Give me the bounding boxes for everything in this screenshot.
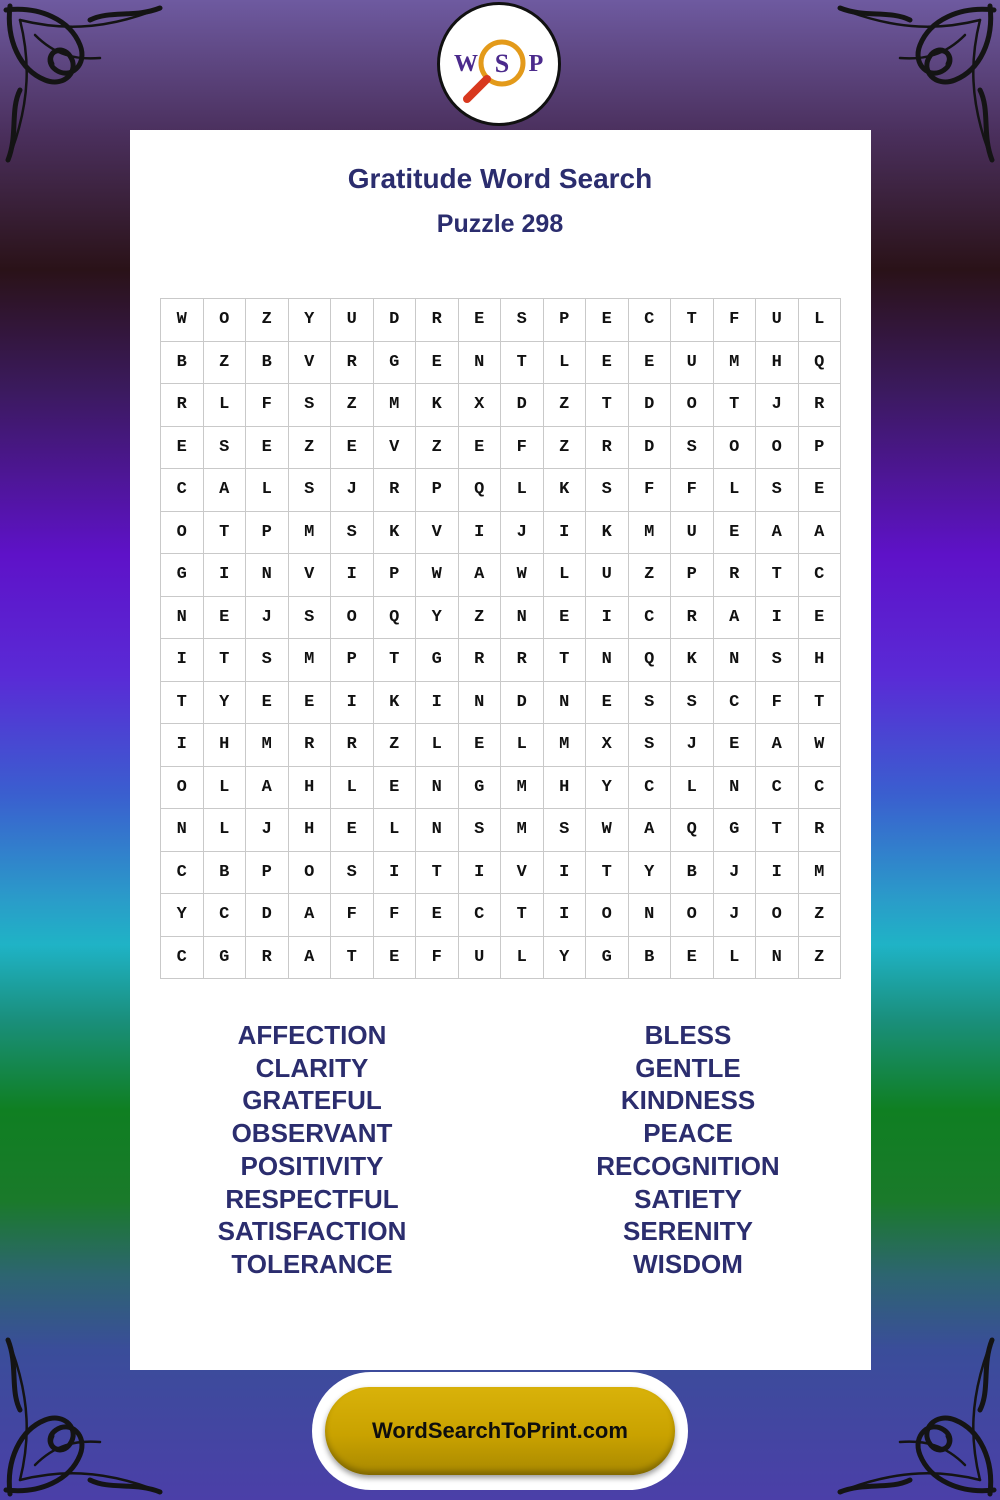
grid-cell[interactable]: S <box>246 639 289 682</box>
grid-cell[interactable]: Q <box>798 341 841 384</box>
grid-row <box>161 851 841 894</box>
grid-cell[interactable]: G <box>416 639 459 682</box>
grid-cell[interactable]: U <box>671 511 714 554</box>
grid-cell[interactable]: E <box>586 681 629 724</box>
grid-cell[interactable]: F <box>628 469 671 512</box>
grid-cell[interactable]: I <box>543 851 586 894</box>
grid-cell[interactable]: L <box>331 766 374 809</box>
grid-cell[interactable]: E <box>373 766 416 809</box>
grid-cell[interactable]: I <box>543 894 586 937</box>
grid-cell[interactable]: F <box>373 894 416 937</box>
grid-cell[interactable]: P <box>246 851 289 894</box>
grid-cell[interactable]: E <box>458 724 501 767</box>
grid-cell[interactable]: E <box>373 936 416 979</box>
grid-cell[interactable]: G <box>161 554 204 597</box>
grid-cell[interactable]: U <box>458 936 501 979</box>
word-list-item: CLARITY <box>255 1052 369 1083</box>
magnifier-icon <box>440 5 558 123</box>
grid-cell[interactable]: S <box>288 384 331 427</box>
grid-cell[interactable]: S <box>628 724 671 767</box>
grid-cell[interactable]: L <box>246 469 289 512</box>
grid-cell[interactable]: L <box>203 766 246 809</box>
grid-cell[interactable]: C <box>798 554 841 597</box>
grid-cell[interactable]: T <box>543 639 586 682</box>
grid-cell[interactable]: I <box>373 851 416 894</box>
grid-cell[interactable]: I <box>331 681 374 724</box>
grid-cell[interactable]: Q <box>671 809 714 852</box>
grid-cell[interactable]: G <box>203 936 246 979</box>
grid-cell[interactable]: N <box>501 596 544 639</box>
grid-cell[interactable]: E <box>416 341 459 384</box>
grid-cell[interactable]: B <box>628 936 671 979</box>
grid-cell[interactable]: A <box>756 724 799 767</box>
grid-cell[interactable]: K <box>543 469 586 512</box>
grid-row <box>161 384 841 427</box>
word-list-item: SATIETY <box>634 1183 742 1214</box>
grid-cell[interactable]: V <box>288 554 331 597</box>
word-list-right <box>538 1019 838 1281</box>
grid-cell[interactable]: E <box>416 894 459 937</box>
grid-cell[interactable]: M <box>288 511 331 554</box>
grid-cell[interactable]: N <box>161 809 204 852</box>
grid-cell[interactable]: W <box>416 554 459 597</box>
grid-cell[interactable]: N <box>458 341 501 384</box>
grid-cell[interactable]: W <box>586 809 629 852</box>
grid-cell[interactable]: Q <box>628 639 671 682</box>
grid-cell[interactable]: T <box>586 384 629 427</box>
grid-cell[interactable]: M <box>501 766 544 809</box>
grid-cell[interactable]: B <box>246 341 289 384</box>
grid-cell[interactable]: K <box>373 511 416 554</box>
grid-cell[interactable]: S <box>671 681 714 724</box>
grid-cell[interactable]: J <box>331 469 374 512</box>
grid-cell[interactable]: N <box>246 554 289 597</box>
grid-cell[interactable]: R <box>713 554 756 597</box>
grid-cell[interactable]: B <box>671 851 714 894</box>
grid-cell[interactable]: I <box>458 851 501 894</box>
grid-cell[interactable]: Z <box>373 724 416 767</box>
grid-cell[interactable]: U <box>671 341 714 384</box>
grid-cell[interactable]: F <box>246 384 289 427</box>
grid-cell[interactable]: E <box>671 936 714 979</box>
grid-row <box>161 554 841 597</box>
grid-cell[interactable]: Y <box>203 681 246 724</box>
grid-cell[interactable]: F <box>501 426 544 469</box>
grid-cell[interactable]: I <box>161 639 204 682</box>
grid-cell[interactable]: U <box>586 554 629 597</box>
grid-cell[interactable]: T <box>713 384 756 427</box>
grid-cell[interactable]: S <box>543 809 586 852</box>
grid-cell[interactable]: P <box>798 426 841 469</box>
grid-cell[interactable]: B <box>203 851 246 894</box>
grid-cell[interactable]: K <box>416 384 459 427</box>
grid-cell[interactable]: A <box>798 511 841 554</box>
grid-cell[interactable]: T <box>203 511 246 554</box>
grid-cell[interactable]: S <box>671 426 714 469</box>
grid-cell[interactable]: N <box>543 681 586 724</box>
grid-cell[interactable]: E <box>458 426 501 469</box>
grid-cell[interactable]: I <box>458 511 501 554</box>
grid-cell[interactable]: O <box>671 384 714 427</box>
grid-cell[interactable]: L <box>798 299 841 342</box>
grid-cell[interactable]: M <box>246 724 289 767</box>
grid-cell[interactable]: T <box>416 851 459 894</box>
grid-cell[interactable]: Z <box>203 341 246 384</box>
grid-cell[interactable]: N <box>416 766 459 809</box>
word-list-item: BLESS <box>644 1020 732 1050</box>
word-list-item: SATISFACTION <box>217 1216 407 1247</box>
grid-cell[interactable]: T <box>586 851 629 894</box>
grid-cell[interactable]: R <box>288 724 331 767</box>
grid-row <box>161 596 841 639</box>
grid-cell[interactable]: Z <box>798 936 841 979</box>
grid-cell[interactable]: C <box>628 596 671 639</box>
grid-cell[interactable]: L <box>373 809 416 852</box>
grid-cell[interactable]: M <box>713 341 756 384</box>
grid-cell[interactable]: I <box>203 554 246 597</box>
grid-cell[interactable]: S <box>203 426 246 469</box>
grid-cell[interactable]: A <box>203 469 246 512</box>
grid-cell[interactable]: T <box>756 554 799 597</box>
word-list-item: SERENITY <box>622 1216 754 1247</box>
grid-cell[interactable]: A <box>756 511 799 554</box>
grid-cell[interactable]: F <box>416 936 459 979</box>
grid-cell[interactable]: E <box>288 681 331 724</box>
grid-cell[interactable]: S <box>501 299 544 342</box>
grid-cell[interactable]: Y <box>416 596 459 639</box>
grid-row <box>161 766 841 809</box>
grid-row <box>161 724 841 767</box>
grid-row <box>161 639 841 682</box>
grid-cell[interactable]: Q <box>373 596 416 639</box>
grid-cell[interactable]: E <box>161 426 204 469</box>
grid-cell[interactable]: O <box>713 426 756 469</box>
grid-cell[interactable]: V <box>288 341 331 384</box>
grid-cell[interactable]: Z <box>416 426 459 469</box>
website-button[interactable]: WordSearchToPrint.com <box>325 1387 675 1475</box>
grid-cell[interactable]: R <box>416 299 459 342</box>
grid-cell[interactable]: V <box>501 851 544 894</box>
grid-row <box>161 511 841 554</box>
grid-cell[interactable]: C <box>161 851 204 894</box>
grid-cell[interactable]: T <box>373 639 416 682</box>
grid-cell[interactable]: R <box>246 936 289 979</box>
grid-cell[interactable]: J <box>246 809 289 852</box>
grid-cell[interactable]: N <box>756 936 799 979</box>
grid-cell[interactable]: O <box>161 511 204 554</box>
grid-cell[interactable]: H <box>756 341 799 384</box>
logo-letter-w: W <box>454 51 478 77</box>
grid-cell[interactable]: A <box>288 894 331 937</box>
grid-cell[interactable]: L <box>713 469 756 512</box>
grid-cell[interactable]: C <box>628 766 671 809</box>
grid-cell[interactable]: Q <box>458 469 501 512</box>
grid-cell[interactable]: Y <box>586 766 629 809</box>
grid-cell[interactable]: L <box>543 554 586 597</box>
grid-cell[interactable]: J <box>713 851 756 894</box>
grid-cell[interactable]: O <box>671 894 714 937</box>
grid-cell[interactable]: H <box>288 766 331 809</box>
logo-letter-s: S <box>494 49 510 78</box>
grid-cell[interactable]: U <box>331 299 374 342</box>
grid-cell[interactable]: E <box>331 426 374 469</box>
grid-cell[interactable]: R <box>373 469 416 512</box>
grid-cell[interactable]: I <box>161 724 204 767</box>
grid-cell[interactable]: M <box>373 384 416 427</box>
grid-cell[interactable]: N <box>161 596 204 639</box>
grid-cell[interactable]: A <box>458 554 501 597</box>
grid-cell[interactable]: R <box>798 809 841 852</box>
grid-cell[interactable]: O <box>756 426 799 469</box>
grid-cell[interactable]: I <box>543 511 586 554</box>
grid-cell[interactable]: M <box>798 851 841 894</box>
grid-cell[interactable]: A <box>246 766 289 809</box>
grid-cell[interactable]: E <box>798 469 841 512</box>
grid-cell[interactable]: K <box>373 681 416 724</box>
grid-cell[interactable]: I <box>756 596 799 639</box>
grid-cell[interactable]: F <box>756 681 799 724</box>
grid-cell[interactable]: D <box>373 299 416 342</box>
grid-cell[interactable]: J <box>713 894 756 937</box>
grid-cell[interactable]: H <box>203 724 246 767</box>
grid-row <box>161 299 841 342</box>
grid-cell[interactable]: W <box>161 299 204 342</box>
grid-cell[interactable]: I <box>586 596 629 639</box>
word-list-item: PEACE <box>643 1118 733 1149</box>
grid-cell[interactable]: S <box>756 639 799 682</box>
word-list-item: AFFECTION <box>237 1020 387 1050</box>
word-list-left <box>162 1019 462 1281</box>
grid-cell[interactable]: C <box>161 469 204 512</box>
grid-cell[interactable]: P <box>331 639 374 682</box>
grid-cell[interactable]: X <box>586 724 629 767</box>
grid-cell[interactable]: I <box>756 851 799 894</box>
grid-cell[interactable]: L <box>416 724 459 767</box>
grid-cell[interactable]: Y <box>628 851 671 894</box>
grid-cell[interactable]: H <box>288 809 331 852</box>
grid-cell[interactable]: T <box>798 681 841 724</box>
grid-cell[interactable]: B <box>161 341 204 384</box>
grid-cell[interactable]: N <box>713 766 756 809</box>
word-list-item: GRATEFUL <box>242 1085 382 1116</box>
wsp-logo <box>437 2 561 126</box>
grid-cell[interactable]: Z <box>628 554 671 597</box>
grid-cell[interactable]: T <box>203 639 246 682</box>
grid-cell[interactable]: N <box>416 809 459 852</box>
letter-grid <box>160 298 841 979</box>
grid-cell[interactable]: E <box>203 596 246 639</box>
grid-cell[interactable]: J <box>756 384 799 427</box>
logo-letter-p: P <box>528 51 544 77</box>
grid-cell[interactable]: L <box>501 724 544 767</box>
grid-row <box>161 936 841 979</box>
grid-cell[interactable]: P <box>373 554 416 597</box>
grid-cell[interactable]: O <box>203 299 246 342</box>
grid-cell[interactable]: R <box>161 384 204 427</box>
grid-cell[interactable]: S <box>628 681 671 724</box>
grid-cell[interactable]: H <box>798 639 841 682</box>
grid-cell[interactable]: E <box>798 596 841 639</box>
grid-cell[interactable]: P <box>671 554 714 597</box>
grid-cell[interactable]: Z <box>246 299 289 342</box>
grid-cell[interactable]: R <box>458 639 501 682</box>
grid-cell[interactable]: D <box>628 384 671 427</box>
grid-cell[interactable]: E <box>713 724 756 767</box>
grid-cell[interactable]: V <box>416 511 459 554</box>
grid-cell[interactable]: W <box>501 554 544 597</box>
grid-cell[interactable]: N <box>628 894 671 937</box>
word-list-item: RESPECTFUL <box>225 1183 399 1214</box>
grid-cell[interactable]: E <box>246 426 289 469</box>
grid-cell[interactable]: U <box>756 299 799 342</box>
grid-cell[interactable]: F <box>671 469 714 512</box>
grid-cell[interactable]: S <box>756 469 799 512</box>
grid-cell[interactable]: V <box>373 426 416 469</box>
grid-cell[interactable]: R <box>586 426 629 469</box>
grid-cell[interactable]: E <box>331 809 374 852</box>
grid-cell[interactable]: G <box>458 766 501 809</box>
grid-cell[interactable]: R <box>798 384 841 427</box>
grid-cell[interactable]: H <box>543 766 586 809</box>
grid-cell[interactable]: D <box>628 426 671 469</box>
word-list-item: TOLERANCE <box>231 1248 393 1279</box>
grid-cell[interactable]: R <box>501 639 544 682</box>
grid-cell[interactable]: Z <box>543 384 586 427</box>
grid-cell[interactable]: G <box>586 936 629 979</box>
grid-cell[interactable]: G <box>713 809 756 852</box>
grid-cell[interactable]: Y <box>543 936 586 979</box>
grid-cell[interactable]: L <box>713 936 756 979</box>
grid-row <box>161 894 841 937</box>
grid-cell[interactable]: F <box>331 894 374 937</box>
grid-cell[interactable]: T <box>501 341 544 384</box>
grid-cell[interactable]: C <box>713 681 756 724</box>
grid-row <box>161 469 841 512</box>
grid-cell[interactable]: K <box>586 511 629 554</box>
grid-row <box>161 681 841 724</box>
grid-cell[interactable]: F <box>713 299 756 342</box>
grid-cell[interactable]: N <box>458 681 501 724</box>
grid-cell[interactable]: J <box>671 724 714 767</box>
grid-cell[interactable]: W <box>798 724 841 767</box>
grid-cell[interactable]: S <box>288 469 331 512</box>
grid-cell[interactable]: E <box>628 341 671 384</box>
grid-cell[interactable]: E <box>543 596 586 639</box>
grid-cell[interactable]: L <box>671 766 714 809</box>
grid-cell[interactable]: P <box>416 469 459 512</box>
grid-cell[interactable]: D <box>501 384 544 427</box>
grid-cell[interactable]: I <box>331 554 374 597</box>
grid-cell[interactable]: L <box>501 469 544 512</box>
word-list-item: POSITIVITY <box>240 1150 384 1181</box>
puzzle-number: Puzzle 298 <box>436 210 564 238</box>
word-list-item: RECOGNITION <box>596 1150 780 1181</box>
puzzle-title: Gratitude Word Search <box>347 163 653 194</box>
grid-cell[interactable]: Y <box>161 894 204 937</box>
grid-cell[interactable]: E <box>713 511 756 554</box>
grid-cell[interactable]: S <box>458 809 501 852</box>
grid-cell[interactable]: Z <box>798 894 841 937</box>
grid-cell[interactable]: A <box>628 809 671 852</box>
grid-cell[interactable]: O <box>288 851 331 894</box>
grid-cell[interactable]: S <box>586 469 629 512</box>
grid-cell[interactable]: S <box>331 851 374 894</box>
grid-cell[interactable]: M <box>501 809 544 852</box>
grid-cell[interactable]: P <box>543 299 586 342</box>
grid-cell[interactable]: E <box>586 341 629 384</box>
grid-cell[interactable]: L <box>203 809 246 852</box>
grid-cell[interactable]: T <box>501 894 544 937</box>
grid-cell[interactable]: L <box>543 341 586 384</box>
grid-cell[interactable]: R <box>331 341 374 384</box>
grid-cell[interactable]: C <box>203 894 246 937</box>
grid-cell[interactable]: S <box>331 511 374 554</box>
grid-cell[interactable]: E <box>458 299 501 342</box>
grid-cell[interactable]: O <box>756 894 799 937</box>
grid-cell[interactable]: D <box>501 681 544 724</box>
grid-cell[interactable]: Z <box>543 426 586 469</box>
grid-cell[interactable]: K <box>671 639 714 682</box>
word-list-item: WISDOM <box>633 1248 743 1279</box>
grid-cell[interactable]: T <box>331 936 374 979</box>
grid-cell[interactable]: G <box>373 341 416 384</box>
grid-cell[interactable]: O <box>331 596 374 639</box>
grid-cell[interactable]: M <box>288 639 331 682</box>
grid-cell[interactable]: Z <box>458 596 501 639</box>
word-list-item: GENTLE <box>635 1052 741 1083</box>
grid-cell[interactable]: T <box>671 299 714 342</box>
grid-cell[interactable]: N <box>586 639 629 682</box>
grid-cell[interactable]: Z <box>331 384 374 427</box>
grid-cell[interactable]: C <box>458 894 501 937</box>
grid-cell[interactable]: O <box>586 894 629 937</box>
grid-cell[interactable]: R <box>331 724 374 767</box>
grid-row <box>161 341 841 384</box>
grid-cell[interactable]: L <box>203 384 246 427</box>
grid-cell[interactable]: C <box>161 936 204 979</box>
grid-cell[interactable]: M <box>628 511 671 554</box>
grid-cell[interactable]: M <box>543 724 586 767</box>
word-list-item: KINDNESS <box>620 1085 756 1116</box>
grid-cell[interactable]: C <box>798 766 841 809</box>
grid-cell[interactable]: D <box>246 894 289 937</box>
grid-row <box>161 426 841 469</box>
grid-cell[interactable]: C <box>756 766 799 809</box>
grid-cell[interactable]: A <box>288 936 331 979</box>
grid-cell[interactable]: Y <box>288 299 331 342</box>
grid-cell[interactable]: T <box>756 809 799 852</box>
grid-cell[interactable]: C <box>628 299 671 342</box>
grid-cell[interactable]: A <box>713 596 756 639</box>
grid-cell[interactable]: Z <box>288 426 331 469</box>
grid-cell[interactable]: J <box>501 511 544 554</box>
grid-cell[interactable]: R <box>671 596 714 639</box>
grid-cell[interactable]: E <box>586 299 629 342</box>
grid-cell[interactable]: J <box>246 596 289 639</box>
grid-cell[interactable]: N <box>713 639 756 682</box>
grid-cell[interactable]: L <box>501 936 544 979</box>
grid-cell[interactable]: S <box>288 596 331 639</box>
grid-cell[interactable]: X <box>458 384 501 427</box>
word-list-item: OBSERVANT <box>231 1118 393 1149</box>
grid-row <box>161 809 841 852</box>
grid-cell[interactable]: I <box>416 681 459 724</box>
grid-cell[interactable]: P <box>246 511 289 554</box>
grid-cell[interactable]: O <box>161 766 204 809</box>
grid-cell[interactable]: E <box>246 681 289 724</box>
grid-cell[interactable]: T <box>161 681 204 724</box>
